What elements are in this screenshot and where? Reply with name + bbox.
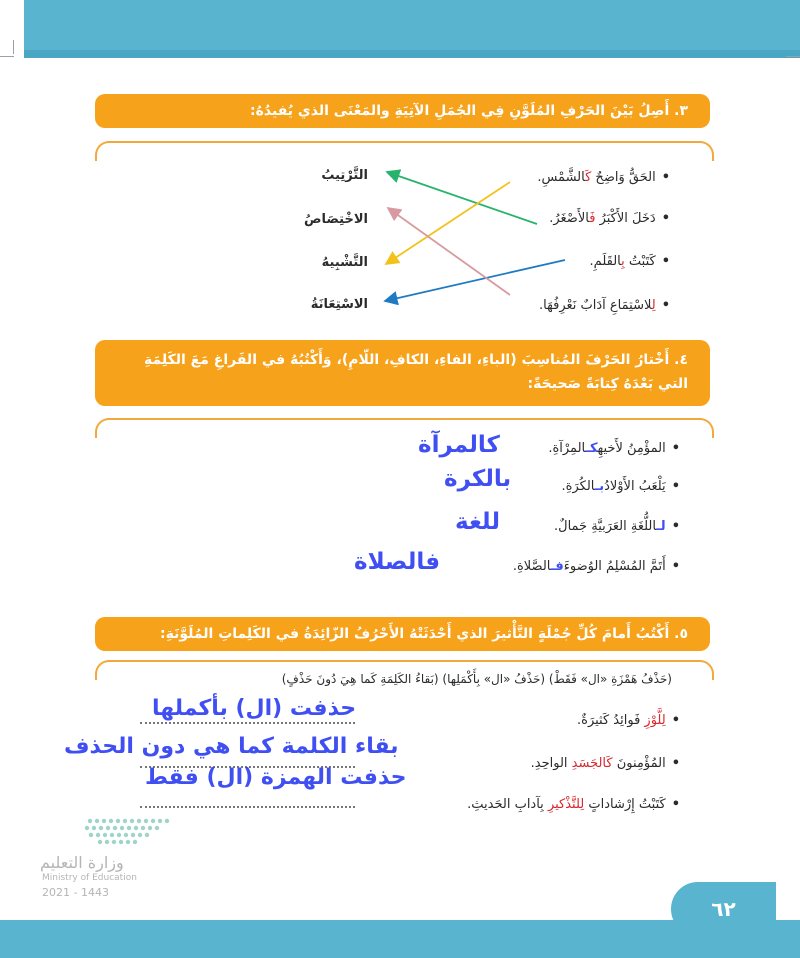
q5-answer-2: بقاء الكلمة كما هي دون الحذف	[64, 734, 399, 759]
ministry-logo	[40, 815, 170, 899]
q3-sentence-2: •دَخَلَ الأَكْبَرُ فَالأَصْغَرُ.	[549, 211, 670, 226]
answer-line	[140, 806, 355, 808]
q4-sentence-3: •لـاللُّغَةِ العَرَبيَّةِ جَمالٌ.	[554, 519, 680, 534]
q5-sentence-2: •المُؤْمِنونَ كَالجَسَدِ الواحِدِ.	[530, 756, 680, 771]
line-green	[387, 172, 537, 224]
logo-year: 2021 - 1443	[42, 886, 109, 899]
q4-sentence-2: •يَلْعَبُ الأَوْلادُبـالكُرَةِ.	[561, 479, 680, 494]
q4-sentence-1: •المؤْمِنُ لأَخيهِكـالمِرْآةِ.	[548, 441, 680, 456]
q5-sentence-1: •لِلَّوْزِ فَوائِدُ كَثيرَةٌ.	[577, 713, 680, 728]
q3-meaning-4: الاسْتِعَانَةُ	[310, 297, 368, 312]
q4-bracket	[95, 418, 714, 438]
q5-options: (حَذْفُ هَمْزَةِ «ال» فَقَطْ) (حَذْفُ «ال» بِأَكْمَلِها) (بَقاءُ الكَلِمَةِ كَما هِيَ دُونَ حَذْفٍ)	[281, 672, 672, 686]
logo-arabic: وزارة التعليم	[40, 853, 124, 872]
q3-sentence-4: •لِلاسْتِمَاعِ آدَابٌ نَعْرِفُهَا.	[539, 298, 670, 313]
q4-answer-3: للغة	[455, 509, 500, 535]
answer-line	[140, 722, 355, 724]
page-number: ٦٢	[671, 882, 776, 936]
q5-answer-3: حذفت الهمزة (ال) فقط	[145, 765, 407, 790]
q4-answer-1: كالمرآة	[418, 432, 500, 458]
q4-title-banner	[95, 340, 710, 406]
q3-sentence-1: •الحَقُّ وَاضِحٌ كَالشَّمْسِ.	[537, 170, 670, 185]
q3-title: ٣. أَصِلُ بَيْنَ الحَرْفِ المُلَوَّنِ فِي الجُمَلِ الآتِيَةِ والمَعْنَى الذي يُفيدُهُ:	[250, 103, 688, 119]
q3-meaning-2: الاخْتِصَاصُ	[304, 212, 368, 227]
q5-title: ٥. أَكْتُبُ أَمامَ كُلِّ جُمْلَةٍ التَّأْثيرَ الذي أَحْدَثَتْهُ الأَحْرُفُ الزّائِدَةُ في الكَلِماتِ المُلَوَّنَةِ:	[160, 626, 688, 642]
logo-dots-icon	[40, 815, 180, 849]
q5-title-banner	[95, 617, 710, 651]
q4-answer-4: فالصلاة	[354, 549, 441, 575]
q3-meaning-1: التَّرْتِيبُ	[321, 168, 368, 183]
q3-sentence-3: •كَتَبْتُ بِالقَلَمِ.	[589, 254, 670, 269]
logo-english: Ministry of Education	[42, 873, 137, 883]
q5-sentence-3: •كَتَبْتُ إِرْشاداتٍ لِلتَّذْكيرِ بِآدابِ الحَديثِ.	[467, 797, 680, 812]
q5-answer-1: حذفت (ال) بأكملها	[152, 696, 357, 721]
q4-sentence-4: •أَتَمَّ المُسْلِمُ الوُضوءَفـالصَّلاةِ.	[512, 559, 680, 574]
q3-meaning-3: التَّشْبِيهُ	[321, 255, 368, 270]
q4-title-line2: التي بَعْدَهُ كِتابَةً صَحيحَةً:	[527, 376, 688, 392]
q4-answer-2: بالكرة	[444, 466, 512, 492]
line-blue	[385, 260, 565, 301]
q4-title-line1: ٤. أَخْتارُ الحَرْفَ المُناسِبَ (الباءِ، الفاءِ، الكافِ، اللّامِ)، وَأَكْتُبُهُ في الفَراغِ مَعَ الكَلِمَةِ	[144, 352, 688, 369]
